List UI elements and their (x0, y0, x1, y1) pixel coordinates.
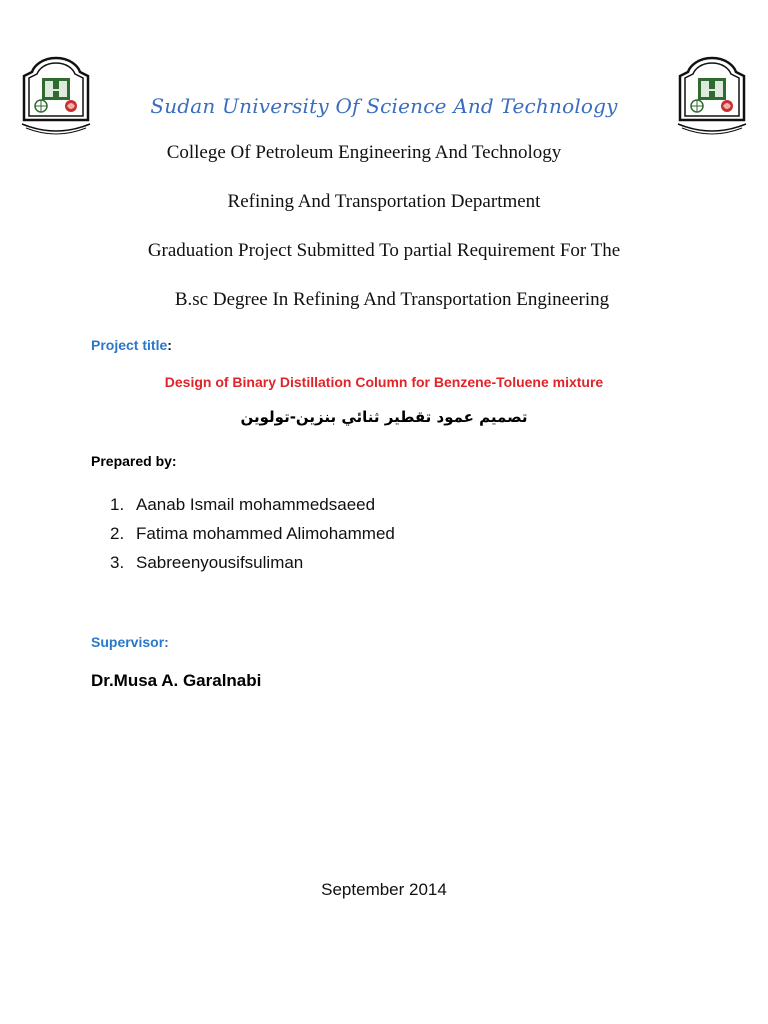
degree-statement: B.sc Degree In Refining And Transportation Engineering (174, 289, 610, 310)
list-item (110, 490, 395, 519)
author-number: 2. (110, 524, 125, 543)
project-title-colon: : (167, 337, 172, 353)
author-name: Fatima mohammed Alimohammed (136, 524, 395, 543)
supervisor-label: Supervisor: (91, 634, 169, 650)
list-item (110, 519, 395, 548)
college-name: College Of Petroleum Engineering And Technology (166, 142, 562, 163)
authors-list (110, 490, 395, 577)
author-name: Sabreenyousifsuliman (136, 553, 304, 572)
supervisor-name: Dr.Musa A. Garalnabi (91, 671, 262, 690)
project-title-label (91, 337, 172, 353)
university-name: Sudan University Of Science And Technology (150, 94, 618, 118)
submission-date: September 2014 (321, 880, 447, 899)
author-name: Aanab Ismail mohammedsaeed (136, 495, 376, 514)
prepared-by-label: Prepared by: (91, 453, 177, 469)
department-name: Refining And Transportation Department (227, 191, 541, 212)
submission-statement: Graduation Project Submitted To partial Requirement For The (147, 240, 621, 261)
author-number: 1. (110, 495, 125, 514)
project-title-label-text: Project title (91, 337, 168, 353)
list-item (110, 548, 395, 577)
author-number: 3. (110, 553, 125, 572)
project-title-arabic: تصميم عمود تقطير ثنائي بنزين-تولوين (240, 408, 528, 426)
project-title-english: Design of Binary Distillation Column for Benzene-Toluene mixture (164, 374, 604, 390)
